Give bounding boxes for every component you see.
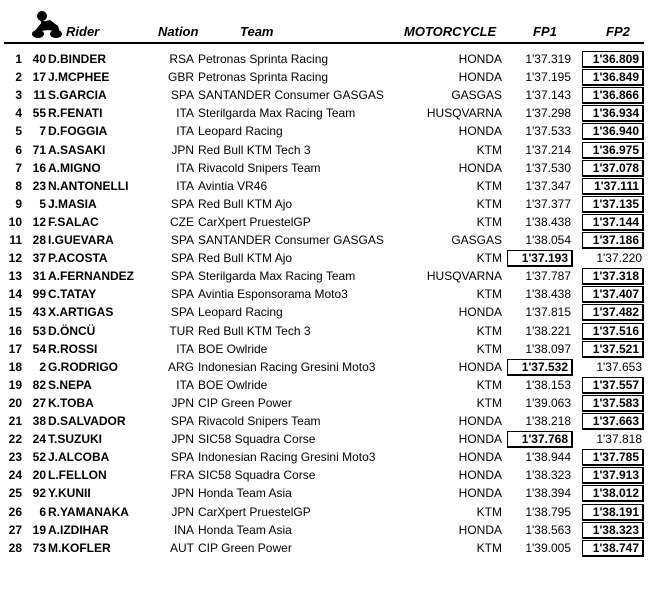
fp1-time: 1'38.221 [525, 323, 571, 338]
rider-number: 27 [32, 395, 46, 410]
rider-name: F.SALAC [48, 214, 99, 229]
rider-motorcycle: HONDA [458, 432, 502, 447]
rider-position: 10 [8, 214, 22, 229]
fp2-time: 1'38.191 [582, 504, 644, 521]
rider-team: CarXpert PruestelGP [198, 504, 311, 519]
rider-position: 28 [8, 540, 22, 555]
fp2-time: 1'36.809 [582, 51, 644, 68]
rider-name: P.ACOSTA [48, 251, 108, 266]
rider-team: Leopard Racing [198, 124, 283, 139]
fp2-time: 1'37.407 [582, 286, 644, 303]
fp1-time: 1'37.768 [507, 431, 573, 448]
table-row [0, 412, 651, 431]
rider-number: 43 [32, 305, 46, 320]
header-divider [4, 42, 644, 44]
rider-position: 1 [15, 52, 22, 66]
rider-position: 12 [8, 251, 22, 266]
rider-team: Honda Team Asia [198, 486, 292, 501]
rider-team: Avintia Esponsorama Moto3 [198, 287, 348, 302]
fp2-time: 1'37.144 [582, 214, 644, 231]
fp2-time: 1'36.975 [582, 142, 644, 159]
fp2-time: 1'37.557 [582, 377, 644, 394]
fp2-time: 1'38.012 [582, 485, 644, 502]
fp1-time: 1'37.347 [525, 178, 571, 193]
rider-motorcycle: GASGAS [451, 233, 502, 247]
fp1-time: 1'38.097 [525, 341, 571, 356]
rider-motorcycle: KTM [476, 251, 502, 266]
fp2-time: 1'37.521 [582, 341, 644, 358]
rider-number: 55 [32, 106, 46, 121]
rider-motorcycle: KTM [476, 540, 502, 555]
rider-position: 26 [8, 504, 22, 519]
rider-nation: SPA [170, 287, 194, 302]
fp2-time: 1'36.849 [582, 69, 644, 86]
rider-motorcycle: KTM [476, 196, 502, 211]
rider-nation: SPA [170, 251, 194, 266]
rider-position: 5 [15, 124, 22, 139]
rider-nation: ITA [176, 178, 194, 193]
rider-nation: SPA [170, 269, 194, 284]
rider-position: 7 [15, 160, 22, 175]
table-row [0, 503, 651, 522]
rider-name: A.IZDIHAR [48, 522, 109, 537]
rider-name: J.MASIA [48, 196, 97, 211]
rider-position: 11 [9, 233, 22, 247]
rider-motorcycle: HONDA [458, 52, 502, 66]
fp1-time: 1'38.394 [525, 486, 571, 501]
rider-number: 92 [32, 486, 46, 501]
table-row [0, 521, 651, 540]
rider-team: SANTANDER Consumer GASGAS [198, 233, 384, 247]
rider-motorcycle: HONDA [458, 305, 502, 320]
fp1-time: 1'37.214 [525, 142, 571, 157]
rider-team: BOE Owlride [198, 377, 268, 392]
rider-name: M.KOFLER [48, 540, 111, 555]
rider-name: L.FELLON [48, 468, 107, 483]
rider-nation: SPA [170, 88, 194, 103]
rider-motorcycle: KTM [476, 142, 502, 157]
rider-position: 27 [8, 522, 22, 537]
rider-position: 24 [8, 468, 22, 483]
fp1-time: 1'39.063 [525, 395, 571, 410]
fp2-time: 1'37.818 [596, 432, 642, 447]
rider-name: A.MIGNO [48, 160, 101, 175]
rider-name: X.ARTIGAS [48, 305, 114, 320]
table-row [0, 285, 651, 304]
rider-nation: GBR [167, 70, 194, 85]
rider-team: SANTANDER Consumer GASGAS [198, 88, 384, 103]
rider-position: 4 [15, 106, 22, 121]
fp1-time: 1'38.438 [525, 214, 571, 229]
table-row [0, 68, 651, 87]
rider-number: 38 [32, 414, 46, 428]
fp1-time: 1'38.323 [525, 468, 571, 483]
table-row [0, 303, 651, 322]
rider-number: 53 [32, 323, 46, 338]
table-row [0, 322, 651, 341]
table-row [0, 177, 651, 196]
fp1-time: 1'37.377 [525, 196, 571, 211]
rider-position: 8 [15, 178, 22, 193]
rider-motorcycle: KTM [476, 214, 502, 229]
rider-name: D.SALVADOR [48, 414, 126, 428]
rider-motorcycle: HONDA [458, 160, 502, 175]
rider-nation: SPA [170, 305, 194, 320]
rider-nation: AUT [170, 540, 194, 555]
rider-name: T.SUZUKI [48, 432, 102, 447]
rider-team: Red Bull KTM Ajo [198, 196, 293, 211]
rider-position: 9 [15, 196, 22, 211]
table-row [0, 448, 651, 467]
rider-nation: ITA [176, 341, 194, 356]
header-fp1: FP1 [533, 24, 557, 39]
rider-nation: ITA [176, 124, 194, 139]
header-fp2: FP2 [606, 24, 630, 39]
fp2-time: 1'36.866 [582, 87, 644, 104]
rider-team: Rivacold Snipers Team [198, 160, 321, 175]
rider-motorcycle: KTM [476, 287, 502, 302]
fp2-time: 1'38.747 [582, 540, 644, 557]
rider-position: 21 [8, 414, 22, 428]
table-row [0, 267, 651, 286]
rider-name: G.RODRIGO [48, 359, 119, 374]
rider-motorcycle: HONDA [458, 522, 502, 537]
rider-team: Red Bull KTM Tech 3 [198, 142, 311, 157]
rider-position: 18 [8, 359, 22, 374]
fp2-time: 1'37.111 [582, 178, 644, 195]
fp2-time: 1'36.940 [582, 123, 644, 140]
table-row [0, 539, 651, 558]
table-row [0, 394, 651, 413]
fp2-time: 1'37.516 [582, 323, 644, 340]
fp1-time: 1'38.218 [525, 414, 571, 428]
rider-team: CIP Green Power [198, 395, 292, 410]
rider-number: 28 [32, 233, 46, 247]
rider-motorcycle: KTM [476, 323, 502, 338]
rider-number: 17 [32, 70, 46, 85]
rider-motorcycle: HONDA [458, 414, 502, 428]
rider-nation: ITA [176, 160, 194, 175]
rider-motorcycle: HONDA [458, 70, 502, 85]
fp2-time: 1'36.934 [582, 105, 644, 122]
rider-number: 71 [32, 142, 46, 157]
rider-name: J.MCPHEE [48, 70, 110, 85]
rider-motorcycle: KTM [476, 341, 502, 356]
rider-nation: RSA [169, 52, 194, 66]
rider-team: SIC58 Squadra Corse [198, 432, 316, 447]
rider-number: 99 [32, 287, 46, 302]
fp1-time: 1'37.815 [525, 305, 571, 320]
header-team: Team [240, 24, 274, 39]
fp2-time: 1'37.186 [582, 232, 644, 249]
rider-team: Petronas Sprinta Racing [198, 52, 329, 66]
rider-name: A.SASAKI [48, 142, 106, 157]
fp2-time: 1'37.913 [582, 467, 644, 484]
table-row [0, 86, 651, 105]
fp2-time: 1'37.078 [582, 160, 644, 177]
rider-number: 6 [39, 504, 46, 519]
rider-nation: TUR [169, 323, 194, 338]
rider-number: 20 [32, 468, 46, 483]
rider-name: S.NEPA [48, 377, 92, 392]
rider-name: I.GUEVARA [48, 233, 114, 247]
rider-nation: INA [173, 522, 194, 537]
fp1-time: 1'37.530 [525, 160, 571, 175]
rider-motorcycle: GASGAS [451, 88, 502, 103]
rider-name: R.ROSSI [48, 341, 98, 356]
rider-team: Sterilgarda Max Racing Team [198, 269, 356, 284]
table-row [0, 376, 651, 395]
rider-motorcycle: KTM [476, 395, 502, 410]
rider-number: 16 [32, 160, 46, 175]
rider-number: 40 [32, 52, 46, 66]
rider-motorcycle: HUSQVARNA [426, 269, 502, 284]
rider-position: 13 [8, 269, 22, 284]
table-row [0, 122, 651, 141]
rider-nation: CZE [170, 214, 194, 229]
rider-number: 54 [32, 341, 46, 356]
rider-name: J.ALCOBA [48, 450, 110, 465]
table-row [0, 430, 651, 449]
rider-team: Rivacold Snipers Team [198, 414, 321, 428]
fp2-time: 1'37.482 [582, 304, 644, 321]
table-row [0, 50, 651, 69]
rider-position: 17 [8, 341, 22, 356]
rider-nation: ITA [176, 106, 194, 121]
rider-number: 73 [32, 540, 46, 555]
rider-motorcycle: KTM [476, 178, 502, 193]
rider-motorcycle: HONDA [458, 359, 502, 374]
rider-team: Red Bull KTM Ajo [198, 251, 293, 266]
rider-team: CIP Green Power [198, 540, 292, 555]
fp1-time: 1'37.787 [525, 269, 571, 284]
rider-team: Avintia VR46 [198, 178, 268, 193]
table-row [0, 141, 651, 160]
rider-nation: FRA [170, 468, 194, 483]
table-row [0, 484, 651, 503]
rider-motorcycle: KTM [476, 377, 502, 392]
rider-name: N.ANTONELLI [48, 178, 129, 193]
rider-number: 23 [32, 178, 46, 193]
rider-motorcycle: HONDA [458, 450, 502, 465]
table-row [0, 104, 651, 123]
fp2-time: 1'37.318 [582, 268, 644, 285]
rider-nation: SPA [170, 450, 194, 465]
rider-motorcycle: HONDA [458, 124, 502, 139]
rider-team: SIC58 Squadra Corse [198, 468, 316, 483]
rider-number: 19 [32, 522, 46, 537]
rider-nation: JPN [171, 432, 194, 447]
rider-number: 24 [32, 432, 46, 447]
rider-number: 11 [33, 88, 46, 103]
rider-name: D.ÖNCÜ [48, 323, 96, 338]
rider-position: 6 [15, 142, 22, 157]
fp1-time: 1'37.143 [525, 88, 571, 103]
rider-nation: ARG [167, 359, 194, 374]
rider-name: Y.KUNII [48, 486, 91, 501]
fp2-time: 1'37.785 [582, 449, 644, 466]
table-row [0, 249, 651, 268]
table-row [0, 213, 651, 232]
rider-name: D.BINDER [48, 52, 107, 66]
rider-position: 15 [8, 305, 22, 320]
rider-number: 52 [32, 450, 46, 465]
fp1-time: 1'38.944 [525, 450, 571, 465]
rider-team: Leopard Racing [198, 305, 283, 320]
fp2-time: 1'38.323 [582, 522, 644, 539]
rider-position: 22 [8, 432, 22, 447]
fp2-time: 1'37.583 [582, 395, 644, 412]
rider-nation: SPA [170, 233, 194, 247]
header-rider: Rider [66, 24, 100, 39]
rider-team: CarXpert PruestelGP [198, 214, 311, 229]
rider-team: Petronas Sprinta Racing [198, 70, 329, 85]
fp1-time: 1'39.005 [525, 540, 571, 555]
table-row [0, 231, 651, 250]
fp1-time: 1'37.193 [507, 250, 573, 267]
rider-number: 37 [32, 251, 46, 266]
rider-name: K.TOBA [48, 395, 94, 410]
fp2-time: 1'37.220 [596, 251, 642, 266]
rider-number: 2 [39, 359, 46, 374]
fp2-time: 1'37.663 [582, 413, 644, 430]
fp1-time: 1'38.054 [525, 233, 571, 247]
fp1-time: 1'38.795 [525, 504, 571, 519]
rider-nation: SPA [170, 196, 194, 211]
rider-name: S.GARCIA [48, 88, 107, 103]
table-header [0, 0, 651, 44]
fp1-time: 1'38.563 [525, 522, 571, 537]
rider-team: Red Bull KTM Tech 3 [198, 323, 311, 338]
rider-position: 14 [8, 287, 22, 302]
rider-nation: JPN [171, 486, 194, 501]
rider-team: Indonesian Racing Gresini Moto3 [198, 450, 376, 465]
fp2-time: 1'37.135 [582, 196, 644, 213]
rider-motorcycle: KTM [476, 504, 502, 519]
rider-name: D.FOGGIA [48, 124, 108, 139]
rider-nation: ITA [176, 377, 194, 392]
rider-motorcycle: HUSQVARNA [426, 106, 502, 121]
rider-name: R.FENATI [48, 106, 103, 121]
rider-number: 5 [39, 196, 46, 211]
fp1-time: 1'37.533 [525, 124, 571, 139]
rider-nation: JPN [171, 395, 194, 410]
table-row [0, 159, 651, 178]
rider-number: 7 [39, 124, 46, 139]
header-motorcycle: MOTORCYCLE [404, 24, 497, 39]
rider-nation: JPN [171, 142, 194, 157]
rider-team: Sterilgarda Max Racing Team [198, 106, 356, 121]
rider-team: BOE Owlride [198, 341, 268, 356]
fp1-time: 1'37.298 [525, 106, 571, 121]
rider-name: R.YAMANAKA [48, 504, 129, 519]
rider-position: 19 [8, 377, 22, 392]
rider-team: Honda Team Asia [198, 522, 292, 537]
motorcycle-rider-icon [28, 8, 64, 40]
fp1-time: 1'38.153 [525, 377, 571, 392]
rider-name: C.TATAY [48, 287, 97, 302]
table-row [0, 195, 651, 214]
rider-number: 12 [32, 214, 46, 229]
rider-name: A.FERNANDEZ [48, 269, 134, 284]
header-nation: Nation [158, 24, 199, 39]
fp2-time: 1'37.653 [596, 359, 642, 374]
rider-nation: JPN [171, 504, 194, 519]
rider-team: Indonesian Racing Gresini Moto3 [198, 359, 376, 374]
table-row [0, 466, 651, 485]
rider-position: 23 [8, 450, 22, 465]
rider-position: 25 [8, 486, 22, 501]
fp1-time: 1'37.532 [507, 359, 573, 376]
rider-motorcycle: HONDA [458, 486, 502, 501]
rider-number: 31 [32, 269, 46, 284]
rider-position: 20 [8, 395, 22, 410]
rider-nation: SPA [170, 414, 194, 428]
rider-position: 2 [15, 70, 22, 85]
rider-position: 3 [15, 88, 22, 103]
table-row [0, 340, 651, 359]
rider-position: 16 [8, 323, 22, 338]
rider-motorcycle: HONDA [458, 468, 502, 483]
fp1-time: 1'37.319 [525, 52, 571, 66]
fp1-time: 1'38.438 [525, 287, 571, 302]
table-row [0, 358, 651, 377]
rider-number: 82 [32, 377, 46, 392]
fp1-time: 1'37.195 [525, 70, 571, 85]
